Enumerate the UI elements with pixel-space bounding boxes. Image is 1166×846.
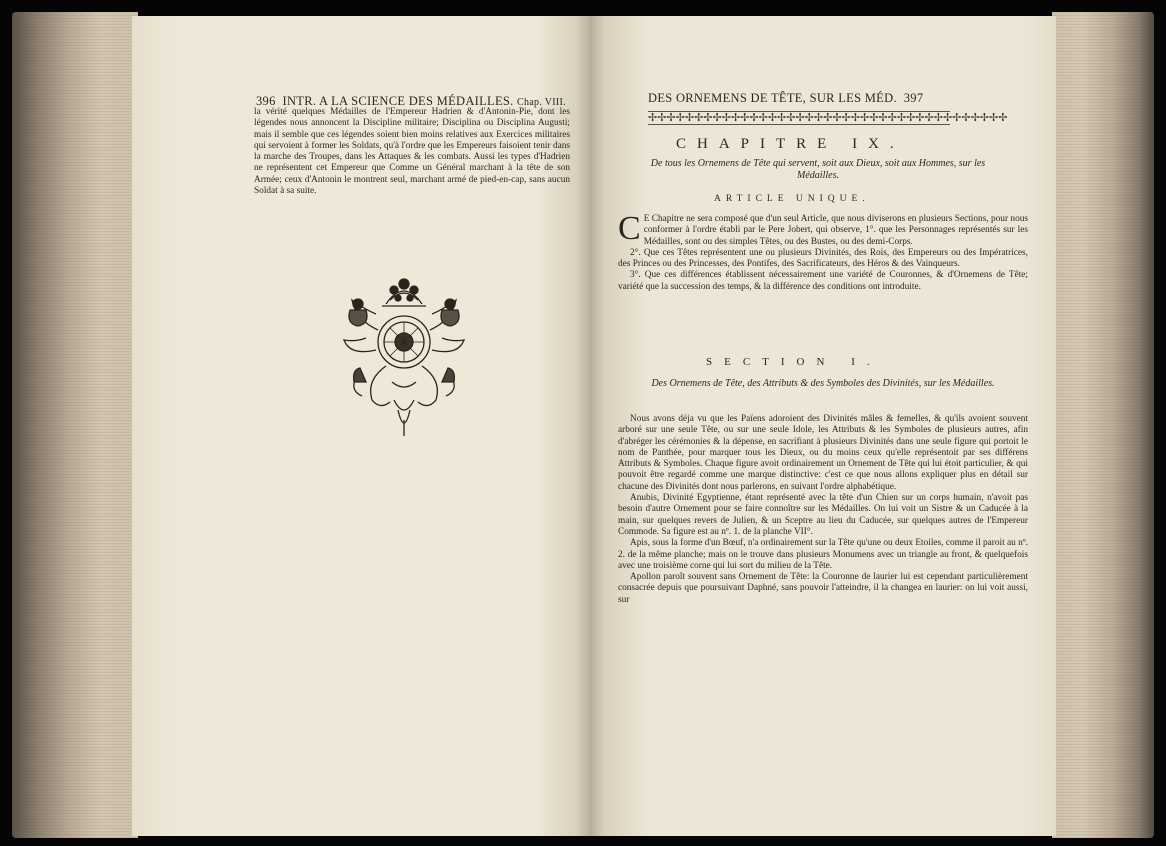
right-running-title: DES ORNEMENS DE TÊTE, SUR LES MÉD. bbox=[648, 91, 897, 105]
left-page-number: 396 bbox=[256, 94, 276, 108]
article-paragraph-3: 3°. Que ces différences établissent nécessairement une variété de Couronnes, & d'Ornemens de Tête; variété que la succession des temps, & la différence des conditions ont introduite. bbox=[618, 270, 1028, 292]
left-paragraph: la vérité quelques Médailles de l'Empereur Hadrien & d'Antonin-Pie, dont les légendes nous annoncent la Discipline militaire; Disciplina ou Disciplina Augusti; mais il semble que ces légendes soient bien moins relatives aux Exercices militaires qui servoient à former les Soldats, qu'à l'ordre que les Empereurs faisoient tenir dans la marche des Troupes, dans les Attaques & les combats. Aussi les types d'Hadrien ne représentent cet Empereur que Comme un Général marchant à la tête de son Armée; ceux d'Antonin le montrent seul, marchant armé de pied-en-cap, sans aucun Soldat à sa suite. bbox=[254, 107, 570, 197]
engraved-vignette-ornament bbox=[336, 270, 472, 438]
left-page-edges bbox=[12, 12, 138, 838]
article-paragraph-1 bbox=[618, 210, 1028, 248]
right-running-head bbox=[648, 91, 923, 106]
right-page bbox=[590, 16, 1056, 836]
left-page bbox=[132, 16, 590, 836]
section-subtitle: Des Ornemens de Tête, des Attributs & des Symboles des Divinités, sur les Médailles. bbox=[651, 378, 995, 389]
chapter-title: CHAPITRE IX. bbox=[676, 136, 905, 152]
right-page-number: 397 bbox=[903, 91, 924, 105]
drop-cap: C bbox=[618, 210, 641, 247]
right-page-edges bbox=[1052, 12, 1154, 838]
article-paragraph-2: 2°. Que ces Têtes représentent une ou plusieurs Divinités, des Rois, des Empereurs ou des Impératrices, des Princes ou des Princesses, des Pontifes, des Sacrificateurs, des Héros & des Vainqueurs. bbox=[618, 247, 1028, 270]
article-heading: ARTICLE UNIQUE. bbox=[714, 194, 870, 204]
chapter-subtitle: De tous les Ornemens de Tête qui servent, soit aux Dieux, soit aux Hommes, sur les Médailles. bbox=[650, 158, 986, 181]
section-paragraph-4: Apollon paroît souvent sans Ornement de Tête: la Couronne de laurier lui est cependant particulièrement consacrée depuis que poursuivant Daphné, sans pouvoir l'atteindre, il la changea en laurier: on lui voit aussi, sur bbox=[618, 572, 1028, 605]
left-running-chapter: Chap. VIII. bbox=[517, 97, 566, 108]
article-text-block bbox=[618, 210, 1028, 293]
ornament-band bbox=[648, 111, 1008, 125]
ornament-glyphs: ✢✢✢✢✢✢✢✢✢✢✢✢✢✢✢✢✢✢✢✢✢✢✢✢✢✢✢✢✢✢✢✢✢✢✢✢✢✢✢ bbox=[648, 112, 1008, 124]
section-heading: SECTION I. bbox=[706, 356, 882, 368]
section-paragraph-3: Apis, sous la forme d'un Bœuf, n'a ordinairement sur la Tête qu'une ou deux Etoiles, comme il paroit au nº. 2. de la même planche; mais on le trouve dans plusieurs Monumens avec un triangle au front, & quelquefois avec une troisième corne qui lui sort du milieu de la Tête. bbox=[618, 538, 1028, 571]
left-running-title: INTR. A LA SCIENCE DES MÉDAILLES. bbox=[282, 94, 514, 108]
left-text-block bbox=[254, 107, 570, 197]
section-paragraph-1: Nous avons déja vu que les Païens adoroient des Divinités mâles & femelles, & qu'ils avoient souvent arboré sur une seule Tête, ou sur une seule Idole, les Attributs & les Symboles de plusieurs autres, afin d'abréger les cérémonies & la dépense, en sacrifiant à plusieurs Divinités dans une seule figure qui portoit le nom de Panthée, pour marquer tous les Dieux, ou du moins ceux qu'elle représentoit par ses différens Attributs & Symboles. Chaque figure avoit ordinairement un Ornement de Tête qui lui étoit particulier, & qui pouvoit être regardé comme une marque distinctive: c'est ce que nous allons expliquer plus en détail sur chacune des Divinités dont nous parlerons, en suivant l'ordre alphabétique. bbox=[618, 414, 1028, 492]
section-text-block bbox=[618, 414, 1028, 606]
article-paragraph-1-text: E Chapitre ne sera composé que d'un seul Article, que nous diviserons en plusieurs Sections, pour nous conformer à l'ordre établi par le Pere Jobert, qui observe, 1°. que les Personnages représentés sur les Médailles, sont ou des simples Têtes, ou des Bustes, ou des demi-Corps. bbox=[643, 214, 1028, 247]
section-paragraph-2: Anubis, Divinité Egyptienne, étant représenté avec la tête d'un Chien sur un corps humain, n'avoit pas besoin d'autre Ornement pour se faire connoître sur les Médailles. On lui voit un Sistre & un Caducée à la main, sur quelques revers de Julien, & un Sceptre au lieu du Caducée, sur quelques autres de l'Empereur Commode. Sa figure est au nº. 1. de la planche VII°. bbox=[618, 493, 1028, 537]
